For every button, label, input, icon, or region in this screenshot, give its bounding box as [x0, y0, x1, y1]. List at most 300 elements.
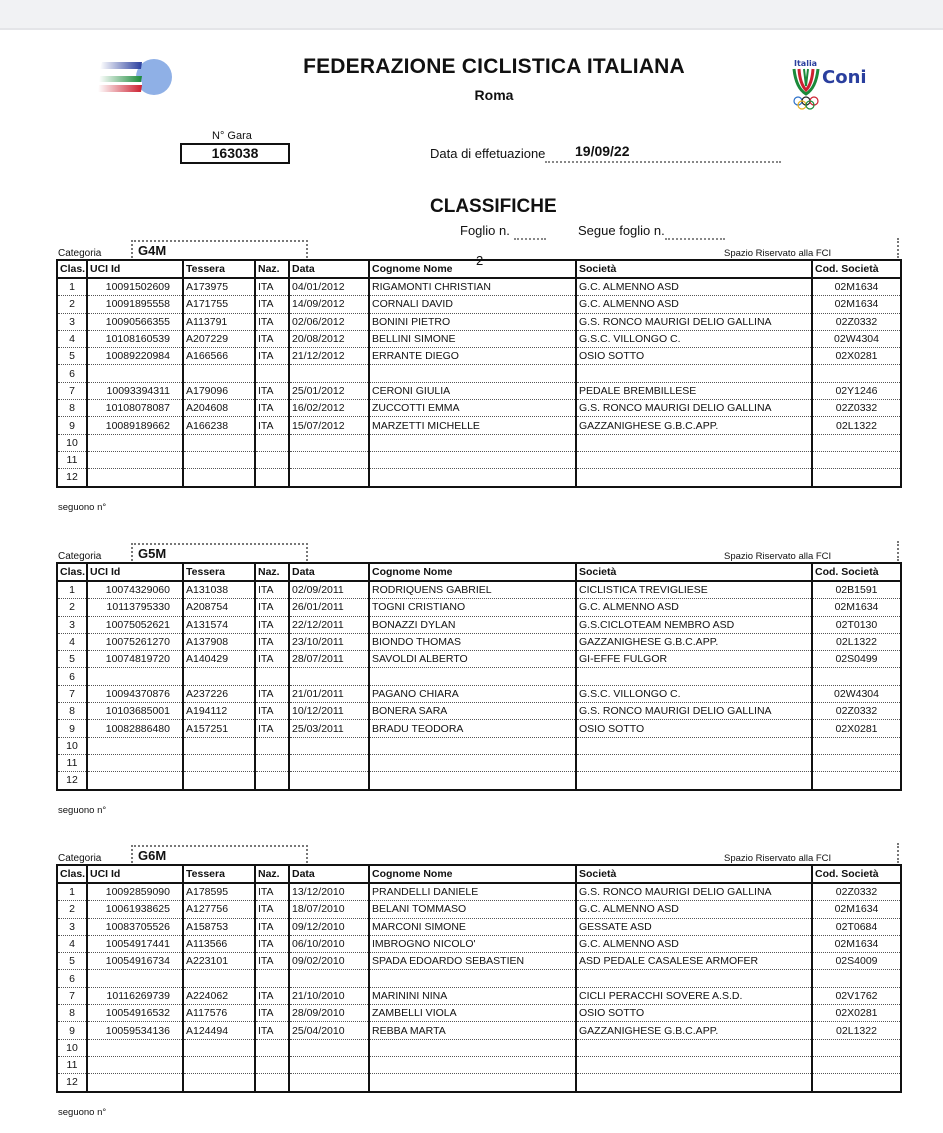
- cell-societa: ASD PEDALE CASALESE ARMOFER: [576, 953, 812, 970]
- column-header-societa: Società: [576, 563, 812, 581]
- cell-tessera: [183, 1039, 255, 1056]
- cell-clas: 4: [57, 935, 87, 952]
- table-row: [57, 469, 901, 487]
- cell-naz: [255, 1074, 289, 1092]
- cell-naz: ITA: [255, 953, 289, 970]
- cell-societa: [576, 772, 812, 790]
- column-header-data: Data: [289, 865, 369, 883]
- cell-cod: 02Z0332: [812, 400, 901, 417]
- column-header-naz: Naz.: [255, 865, 289, 883]
- cell-tessera: A166238: [183, 417, 255, 434]
- cell-cod: 02T0684: [812, 918, 901, 935]
- table-row: [57, 434, 901, 451]
- cell-nome: ZAMBELLI VIOLA: [369, 1005, 576, 1022]
- cell-tessera: A158753: [183, 918, 255, 935]
- cell-data: [289, 1056, 369, 1073]
- cell-nome: [369, 737, 576, 754]
- categoria-label: Categoria: [58, 248, 102, 259]
- cell-tessera: A223101: [183, 953, 255, 970]
- column-header-cod: Cod. Società: [812, 563, 901, 581]
- table-row: [57, 737, 901, 754]
- cell-cod: [812, 451, 901, 468]
- cell-clas: 8: [57, 1005, 87, 1022]
- cell-uci: [87, 451, 183, 468]
- cell-naz: ITA: [255, 720, 289, 737]
- seguono-label: seguono n°: [58, 1107, 107, 1118]
- categoria-label: Categoria: [58, 551, 102, 562]
- cell-naz: ITA: [255, 703, 289, 720]
- cell-societa: G.S.CICLOTEAM NEMBRO ASD: [576, 616, 812, 633]
- table-row: [57, 668, 901, 685]
- cell-societa: GAZZANIGHESE G.B.C.APP.: [576, 417, 812, 434]
- cell-nome: RIGAMONTI CHRISTIAN: [369, 278, 576, 296]
- cell-nome: [369, 365, 576, 382]
- cell-nome: CERONI GIULIA: [369, 382, 576, 399]
- cell-nome: BRADU TEODORA: [369, 720, 576, 737]
- cell-clas: 9: [57, 1022, 87, 1039]
- column-header-uci: UCI Id: [87, 865, 183, 883]
- cell-clas: 5: [57, 953, 87, 970]
- cell-naz: ITA: [255, 417, 289, 434]
- cell-societa: [576, 754, 812, 771]
- cell-cod: 02Z0332: [812, 703, 901, 720]
- cell-nome: [369, 451, 576, 468]
- cell-uci: 10093394311: [87, 382, 183, 399]
- cell-uci: 10074819720: [87, 651, 183, 668]
- cell-clas: 12: [57, 772, 87, 790]
- categoria-value: G6M: [131, 845, 308, 863]
- cell-clas: 8: [57, 703, 87, 720]
- cell-cod: [812, 668, 901, 685]
- cell-tessera: A173975: [183, 278, 255, 296]
- cell-data: 25/03/2011: [289, 720, 369, 737]
- table-row: [57, 633, 901, 650]
- cell-cod: 02Z0332: [812, 883, 901, 901]
- table-row: [57, 1022, 901, 1039]
- cell-data: 28/07/2011: [289, 651, 369, 668]
- cell-uci: 10089189662: [87, 417, 183, 434]
- table-row: [57, 685, 901, 702]
- cell-nome: BIONDO THOMAS: [369, 633, 576, 650]
- cell-clas: 11: [57, 451, 87, 468]
- date-value: 19/09/22: [575, 143, 630, 159]
- cell-uci: 10054916734: [87, 953, 183, 970]
- cell-cod: 02X0281: [812, 720, 901, 737]
- cell-data: [289, 668, 369, 685]
- cell-nome: SPADA EDOARDO SEBASTIEN: [369, 953, 576, 970]
- cell-data: 13/12/2010: [289, 883, 369, 901]
- cell-clas: 10: [57, 434, 87, 451]
- cell-data: 02/06/2012: [289, 313, 369, 330]
- cell-uci: 10061938625: [87, 901, 183, 918]
- gara-label: N° Gara: [212, 130, 252, 142]
- table-row: [57, 330, 901, 347]
- table-row: [57, 970, 901, 987]
- table-row: [57, 400, 901, 417]
- cell-uci: [87, 970, 183, 987]
- cell-tessera: [183, 668, 255, 685]
- column-header-clas: Clas.: [57, 563, 87, 581]
- cell-cod: [812, 434, 901, 451]
- cell-tessera: A127756: [183, 901, 255, 918]
- cell-tessera: [183, 1056, 255, 1073]
- cell-data: 14/09/2012: [289, 296, 369, 313]
- cell-uci: 10083705526: [87, 918, 183, 935]
- table-row: [57, 987, 901, 1004]
- cell-naz: ITA: [255, 987, 289, 1004]
- cell-nome: MARININI NINA: [369, 987, 576, 1004]
- cell-data: 25/04/2010: [289, 1022, 369, 1039]
- document-subtitle: Roma: [474, 87, 514, 103]
- cell-societa: [576, 1056, 812, 1073]
- cell-cod: 02M1634: [812, 935, 901, 952]
- cell-societa: CICLI PERACCHI SOVERE A.S.D.: [576, 987, 812, 1004]
- cell-nome: BONAZZI DYLAN: [369, 616, 576, 633]
- cell-societa: G.C. ALMENNO ASD: [576, 296, 812, 313]
- cell-nome: TOGNI CRISTIANO: [369, 599, 576, 616]
- date-label: Data di effetuazione: [430, 146, 546, 161]
- cell-naz: [255, 668, 289, 685]
- cell-nome: ZUCCOTTI EMMA: [369, 400, 576, 417]
- cell-cod: 02W4304: [812, 685, 901, 702]
- cell-cod: 02W4304: [812, 330, 901, 347]
- cell-cod: 02Z0332: [812, 313, 901, 330]
- cell-cod: 02B1591: [812, 581, 901, 599]
- cell-clas: 1: [57, 581, 87, 599]
- cell-nome: CORNALI DAVID: [369, 296, 576, 313]
- cell-naz: [255, 1056, 289, 1073]
- column-header-societa: Società: [576, 865, 812, 883]
- cell-cod: 02M1634: [812, 278, 901, 296]
- column-header-naz: Naz.: [255, 563, 289, 581]
- cell-cod: [812, 1056, 901, 1073]
- cell-clas: 10: [57, 737, 87, 754]
- column-header-naz: Naz.: [255, 260, 289, 278]
- reserved-fci-border: [897, 843, 899, 863]
- table-row: [57, 1056, 901, 1073]
- cell-nome: [369, 434, 576, 451]
- column-header-uci: UCI Id: [87, 260, 183, 278]
- cell-cod: [812, 970, 901, 987]
- cell-nome: BONERA SARA: [369, 703, 576, 720]
- cell-naz: ITA: [255, 599, 289, 616]
- cell-tessera: [183, 469, 255, 487]
- cell-naz: ITA: [255, 581, 289, 599]
- cell-clas: 6: [57, 970, 87, 987]
- table-row: [57, 451, 901, 468]
- cell-clas: 2: [57, 599, 87, 616]
- cell-uci: 10091895558: [87, 296, 183, 313]
- cell-clas: 2: [57, 901, 87, 918]
- cell-clas: 1: [57, 278, 87, 296]
- cell-data: [289, 772, 369, 790]
- cell-uci: 10075052621: [87, 616, 183, 633]
- cell-naz: [255, 434, 289, 451]
- cell-nome: [369, 772, 576, 790]
- cell-nome: [369, 469, 576, 487]
- cell-cod: 02L1322: [812, 633, 901, 650]
- cell-cod: [812, 754, 901, 771]
- cell-clas: 3: [57, 313, 87, 330]
- cell-data: 21/10/2010: [289, 987, 369, 1004]
- table-row: [57, 417, 901, 434]
- table-row: [57, 1039, 901, 1056]
- cell-tessera: [183, 772, 255, 790]
- cell-naz: ITA: [255, 1005, 289, 1022]
- categoria-value: G5M: [131, 543, 308, 561]
- cell-nome: ERRANTE DIEGO: [369, 348, 576, 365]
- cell-tessera: [183, 451, 255, 468]
- cell-societa: GESSATE ASD: [576, 918, 812, 935]
- cell-naz: ITA: [255, 1022, 289, 1039]
- cell-naz: ITA: [255, 313, 289, 330]
- cell-naz: ITA: [255, 400, 289, 417]
- cell-tessera: A124494: [183, 1022, 255, 1039]
- cell-uci: 10113795330: [87, 599, 183, 616]
- cell-cod: 02L1322: [812, 417, 901, 434]
- cell-uci: [87, 772, 183, 790]
- cell-clas: 7: [57, 987, 87, 1004]
- cell-societa: CICLISTICA TREVIGLIESE: [576, 581, 812, 599]
- cell-data: 18/07/2010: [289, 901, 369, 918]
- cell-tessera: A117576: [183, 1005, 255, 1022]
- cell-clas: 3: [57, 918, 87, 935]
- table-row: [57, 278, 901, 296]
- cell-societa: G.S. RONCO MAURIGI DELIO GALLINA: [576, 883, 812, 901]
- cell-uci: 10074329060: [87, 581, 183, 599]
- cell-tessera: A131574: [183, 616, 255, 633]
- cell-data: 02/09/2011: [289, 581, 369, 599]
- cell-data: [289, 434, 369, 451]
- cell-tessera: [183, 1074, 255, 1092]
- cell-data: 09/02/2010: [289, 953, 369, 970]
- foglio-underline: [514, 238, 546, 240]
- cell-cod: [812, 1074, 901, 1092]
- cell-clas: 5: [57, 348, 87, 365]
- cell-cod: 02X0281: [812, 348, 901, 365]
- cell-nome: BONINI PIETRO: [369, 313, 576, 330]
- cell-societa: G.S.C. VILLONGO C.: [576, 685, 812, 702]
- cell-nome: BELANI TOMMASO: [369, 901, 576, 918]
- table-row: [57, 953, 901, 970]
- reserved-fci-label: Spazio Riservato alla FCI: [724, 248, 832, 259]
- cell-data: 22/12/2011: [289, 616, 369, 633]
- cell-tessera: A171755: [183, 296, 255, 313]
- cell-tessera: A207229: [183, 330, 255, 347]
- cell-clas: 1: [57, 883, 87, 901]
- foglio-number: 2: [476, 253, 484, 268]
- cell-cod: [812, 1039, 901, 1056]
- cell-societa: [576, 668, 812, 685]
- cell-uci: [87, 434, 183, 451]
- gara-number: 163038: [180, 143, 290, 164]
- cell-cod: [812, 469, 901, 487]
- cell-data: [289, 365, 369, 382]
- cell-nome: REBBA MARTA: [369, 1022, 576, 1039]
- cell-naz: ITA: [255, 918, 289, 935]
- cell-data: [289, 451, 369, 468]
- cell-naz: ITA: [255, 651, 289, 668]
- cell-nome: [369, 668, 576, 685]
- table-row: [57, 703, 901, 720]
- cell-cod: 02S4009: [812, 953, 901, 970]
- table-row: [57, 901, 901, 918]
- column-header-clas: Clas.: [57, 865, 87, 883]
- viewer-top-bar: [0, 0, 943, 30]
- cell-clas: 3: [57, 616, 87, 633]
- seguono-label: seguono n°: [58, 502, 107, 513]
- cell-tessera: A131038: [183, 581, 255, 599]
- cell-societa: GAZZANIGHESE G.B.C.APP.: [576, 1022, 812, 1039]
- cell-tessera: A140429: [183, 651, 255, 668]
- cell-nome: RODRIQUENS GABRIEL: [369, 581, 576, 599]
- cell-cod: [812, 772, 901, 790]
- cell-cod: [812, 365, 901, 382]
- cell-tessera: [183, 365, 255, 382]
- cell-data: [289, 754, 369, 771]
- cell-naz: [255, 365, 289, 382]
- cell-naz: [255, 970, 289, 987]
- cell-societa: OSIO SOTTO: [576, 348, 812, 365]
- cell-clas: 9: [57, 417, 87, 434]
- table-header-row: [57, 865, 901, 883]
- table-row: [57, 616, 901, 633]
- cell-cod: 02M1634: [812, 296, 901, 313]
- cell-naz: [255, 469, 289, 487]
- section-title: CLASSIFICHE: [430, 196, 557, 217]
- cell-clas: 7: [57, 685, 87, 702]
- column-header-tessera: Tessera: [183, 260, 255, 278]
- cell-uci: 10091502609: [87, 278, 183, 296]
- cell-cod: 02S0499: [812, 651, 901, 668]
- cell-naz: ITA: [255, 633, 289, 650]
- document-title: FEDERAZIONE CICLISTICA ITALIANA: [303, 55, 685, 78]
- column-header-nome: Cognome Nome: [369, 563, 576, 581]
- cell-data: [289, 1039, 369, 1056]
- table-row: [57, 1005, 901, 1022]
- cell-cod: 02M1634: [812, 901, 901, 918]
- cell-uci: [87, 365, 183, 382]
- cell-uci: 10059534136: [87, 1022, 183, 1039]
- table-row: [57, 935, 901, 952]
- cell-data: 10/12/2011: [289, 703, 369, 720]
- foglio-label: Foglio n.: [460, 223, 510, 238]
- date-underline: [545, 161, 781, 163]
- column-header-nome: Cognome Nome: [369, 260, 576, 278]
- column-header-tessera: Tessera: [183, 865, 255, 883]
- cell-tessera: A224062: [183, 987, 255, 1004]
- cell-data: 16/02/2012: [289, 400, 369, 417]
- cell-nome: [369, 970, 576, 987]
- cell-uci: [87, 1056, 183, 1073]
- cell-uci: [87, 469, 183, 487]
- cell-data: 25/01/2012: [289, 382, 369, 399]
- cell-tessera: A204608: [183, 400, 255, 417]
- cell-clas: 8: [57, 400, 87, 417]
- cell-uci: 10075261270: [87, 633, 183, 650]
- cell-societa: G.S. RONCO MAURIGI DELIO GALLINA: [576, 400, 812, 417]
- cell-uci: [87, 668, 183, 685]
- cell-tessera: A237226: [183, 685, 255, 702]
- cell-uci: 10054916532: [87, 1005, 183, 1022]
- reserved-fci-border: [897, 541, 899, 561]
- table-header-row: [57, 260, 901, 278]
- table-row: [57, 382, 901, 399]
- cell-clas: 10: [57, 1039, 87, 1056]
- cell-naz: ITA: [255, 296, 289, 313]
- cell-tessera: A208754: [183, 599, 255, 616]
- cell-naz: [255, 772, 289, 790]
- cell-data: 23/10/2011: [289, 633, 369, 650]
- cell-nome: PAGANO CHIARA: [369, 685, 576, 702]
- cell-societa: OSIO SOTTO: [576, 720, 812, 737]
- column-header-societa: Società: [576, 260, 812, 278]
- cell-data: [289, 469, 369, 487]
- cell-data: 21/12/2012: [289, 348, 369, 365]
- cell-nome: MARCONI SIMONE: [369, 918, 576, 935]
- cell-naz: ITA: [255, 278, 289, 296]
- cell-clas: 4: [57, 330, 87, 347]
- column-header-data: Data: [289, 563, 369, 581]
- cell-nome: IMBROGNO NICOLO': [369, 935, 576, 952]
- cell-data: 04/01/2012: [289, 278, 369, 296]
- cell-uci: 10090566355: [87, 313, 183, 330]
- table-row: [57, 651, 901, 668]
- cell-clas: 6: [57, 668, 87, 685]
- cell-societa: GAZZANIGHESE G.B.C.APP.: [576, 633, 812, 650]
- cell-uci: 10116269739: [87, 987, 183, 1004]
- cell-clas: 6: [57, 365, 87, 382]
- cell-uci: 10054917441: [87, 935, 183, 952]
- cell-tessera: [183, 434, 255, 451]
- cell-uci: 10094370876: [87, 685, 183, 702]
- reserved-fci-label: Spazio Riservato alla FCI: [724, 551, 832, 562]
- cell-clas: 5: [57, 651, 87, 668]
- categoria-value: G4M: [131, 240, 308, 258]
- cell-clas: 4: [57, 633, 87, 650]
- cell-clas: 7: [57, 382, 87, 399]
- cell-nome: [369, 1056, 576, 1073]
- cell-clas: 11: [57, 1056, 87, 1073]
- cell-naz: ITA: [255, 883, 289, 901]
- cell-tessera: A166566: [183, 348, 255, 365]
- cell-naz: ITA: [255, 901, 289, 918]
- cell-societa: [576, 451, 812, 468]
- cell-nome: [369, 1039, 576, 1056]
- cell-naz: [255, 754, 289, 771]
- cell-naz: ITA: [255, 935, 289, 952]
- column-header-clas: Clas.: [57, 260, 87, 278]
- cell-naz: [255, 451, 289, 468]
- cell-naz: ITA: [255, 382, 289, 399]
- cell-uci: [87, 1074, 183, 1092]
- segue-foglio-underline: [665, 238, 725, 240]
- cell-tessera: [183, 737, 255, 754]
- cell-data: 28/09/2010: [289, 1005, 369, 1022]
- cell-data: 15/07/2012: [289, 417, 369, 434]
- cell-uci: 10103685001: [87, 703, 183, 720]
- cell-societa: [576, 434, 812, 451]
- table-row: [57, 599, 901, 616]
- cell-uci: 10089220984: [87, 348, 183, 365]
- column-header-nome: Cognome Nome: [369, 865, 576, 883]
- cell-tessera: A157251: [183, 720, 255, 737]
- table-row: [57, 348, 901, 365]
- cell-uci: 10082886480: [87, 720, 183, 737]
- cell-clas: 12: [57, 1074, 87, 1092]
- cell-clas: 2: [57, 296, 87, 313]
- table-row: [57, 365, 901, 382]
